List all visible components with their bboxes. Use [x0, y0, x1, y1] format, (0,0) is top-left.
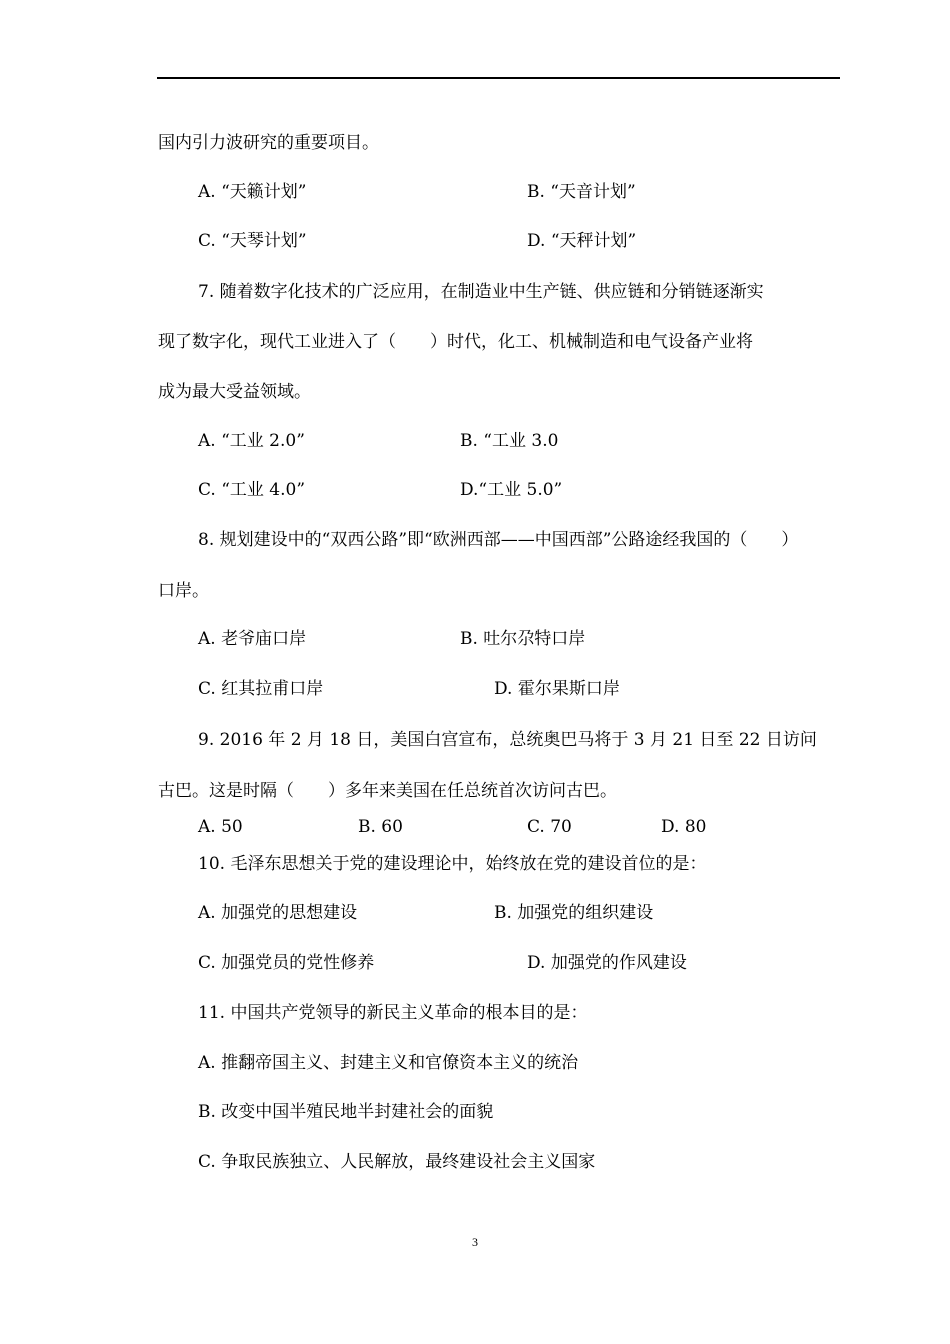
q8-option-c: C. 红其拉甫口岸 [198, 679, 324, 699]
q6-option-a: A. “天籁计划” [198, 182, 307, 202]
q8-stem-line1: 8. 规划建设中的“双西公路”即“欧洲西部——中国西部”公路途经我国的（ ） [198, 530, 799, 550]
q7-option-c: C. “工业 4.0” [198, 480, 306, 500]
q9-option-c: C. 70 [527, 817, 572, 837]
q7-option-a: A. “工业 2.0” [198, 431, 305, 451]
q7-stem-line1: 7. 随着数字化技术的广泛应用，在制造业中生产链、供应链和分销链逐渐实 [198, 282, 764, 302]
q9-option-b: B. 60 [358, 817, 403, 837]
q10-option-d: D. 加强党的作风建设 [527, 953, 687, 973]
q7-option-d: D.“工业 5.0” [460, 480, 563, 500]
q8-option-a: A. 老爷庙口岸 [198, 629, 307, 649]
q10-option-a: A. 加强党的思想建设 [198, 903, 358, 923]
q6-option-c: C. “天琴计划” [198, 231, 307, 251]
q10-option-c: C. 加强党员的党性修养 [198, 953, 375, 973]
q6-option-b: B. “天音计划” [527, 182, 636, 202]
q10-stem: 10. 毛泽东思想关于党的建设理论中，始终放在党的建设首位的是： [198, 854, 707, 874]
q7-stem-line2: 现了数字化，现代工业进入了（ ）时代，化工、机械制造和电气设备产业将 [158, 332, 753, 352]
q10-option-b: B. 加强党的组织建设 [494, 903, 654, 923]
q9-option-d: D. 80 [661, 817, 707, 837]
q8-stem-line2: 口岸。 [158, 581, 209, 601]
q8-option-b: B. 吐尔尕特口岸 [460, 629, 586, 649]
q11-option-c: C. 争取民族独立、人民解放，最终建设社会主义国家 [198, 1152, 596, 1172]
q8-option-d: D. 霍尔果斯口岸 [494, 679, 620, 699]
q6-option-d: D. “天秤计划” [527, 231, 637, 251]
q6-continuation: 国内引力波研究的重要项目。 [158, 133, 379, 153]
q11-option-a: A. 推翻帝国主义、封建主义和官僚资本主义的统治 [198, 1053, 579, 1073]
q11-stem: 11. 中国共产党领导的新民主义革命的根本目的是： [198, 1003, 588, 1023]
q7-option-b: B. “工业 3.0 [460, 431, 559, 451]
q11-option-b: B. 改变中国半殖民地半封建社会的面貌 [198, 1102, 494, 1122]
header-rule [157, 77, 840, 79]
q7-stem-line3: 成为最大受益领域。 [158, 382, 311, 402]
q9-stem-line1: 9. 2016 年 2 月 18 日，美国白宫宣布，总统奥巴马将于 3 月 21 日至 22 日访问 [198, 730, 817, 750]
page-number: 3 [472, 1235, 478, 1249]
q9-option-a: A. 50 [198, 817, 243, 837]
q9-stem-line2: 古巴。这是时隔（ ）多年来美国在任总统首次访问古巴。 [158, 781, 617, 801]
